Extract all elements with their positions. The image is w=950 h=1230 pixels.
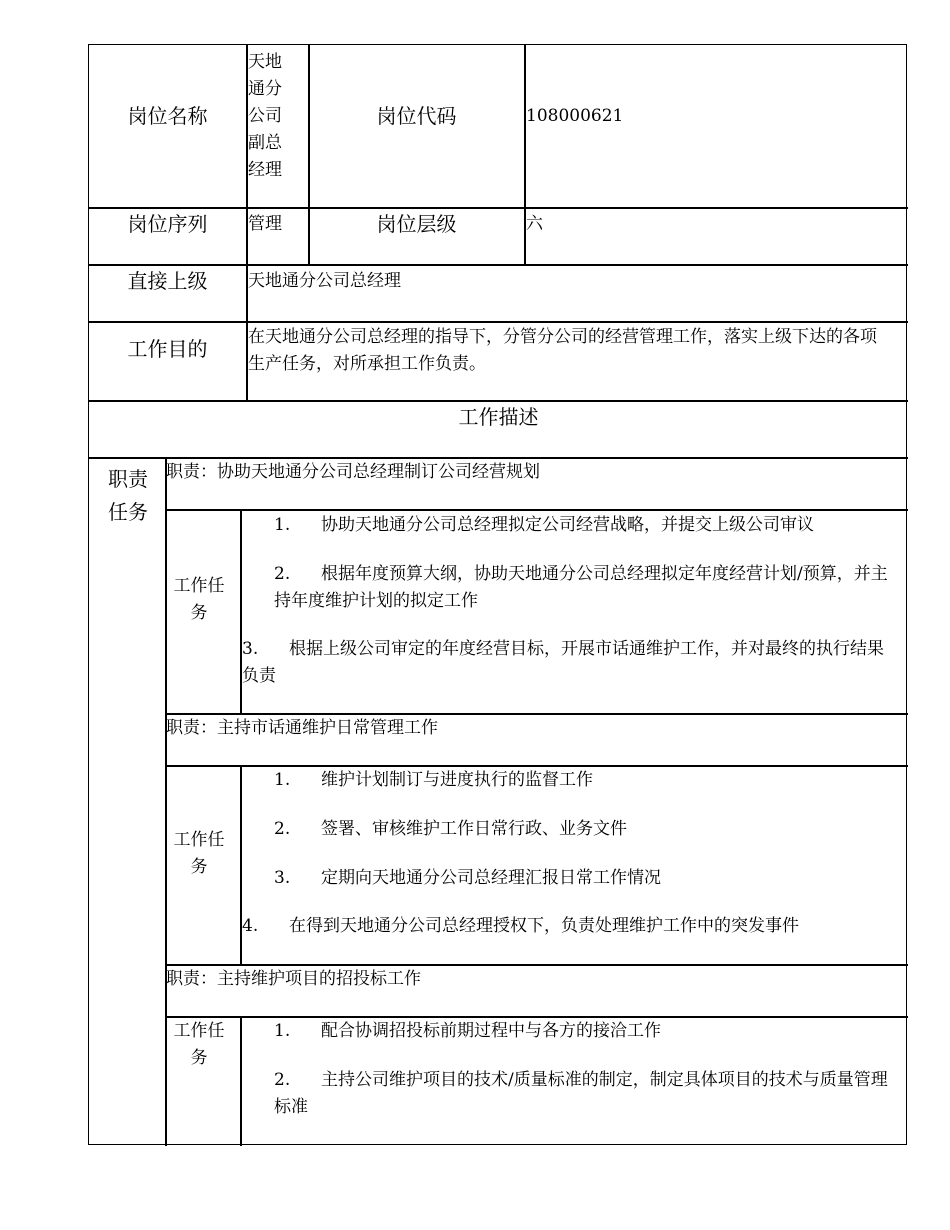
task-item xyxy=(274,767,593,794)
duties-label: 职责任务 xyxy=(108,467,148,524)
task-text: 在得到天地通分公司总经理授权下，负责处理维护工作中的突发事件 xyxy=(289,916,799,936)
task-label: 工作任务 xyxy=(173,1021,225,1068)
position-level-value: 六 xyxy=(526,214,543,234)
row-divider xyxy=(89,321,908,323)
position-code-label: 岗位代码 xyxy=(376,104,457,128)
task-item xyxy=(274,1067,894,1121)
work-purpose-label: 工作目的 xyxy=(127,337,208,361)
task-label: 工作任务 xyxy=(173,576,225,623)
duty-title: 职责：主持市话通维护日常管理工作 xyxy=(166,718,438,738)
task-label: 工作任务 xyxy=(173,830,225,877)
position-series-label: 岗位序列 xyxy=(127,212,208,236)
direct-superior-label: 直接上级 xyxy=(127,269,208,293)
task-item xyxy=(274,865,661,892)
row-divider xyxy=(89,400,908,402)
task-item xyxy=(274,512,814,539)
task-text: 维护计划制订与进度执行的监督工作 xyxy=(321,770,593,790)
task-item xyxy=(242,636,894,690)
task-item xyxy=(274,1018,661,1045)
position-level-label: 岗位层级 xyxy=(376,212,457,236)
task-text: 根据上级公司审定的年度经营目标，开展市话通维护工作，并对最终的执行结果负责 xyxy=(242,639,884,686)
duty-title: 职责：主持维护项目的招投标工作 xyxy=(166,969,421,989)
task-text: 根据年度预算大纲，协助天地通分公司总经理拟定年度经营计划/预算，并主持年度维护计划的拟定工作 xyxy=(274,564,888,611)
position-name-value: 天地通分公司副总经理 xyxy=(248,52,282,180)
position-code-value: 108000621 xyxy=(526,106,624,126)
duty-title: 职责：协助天地通分公司总经理制订公司经营规划 xyxy=(166,462,540,482)
task-item xyxy=(274,816,627,843)
task-text: 配合协调招投标前期过程中与各方的接洽工作 xyxy=(321,1021,661,1041)
task-number: 1. xyxy=(274,770,291,790)
work-description-title: 工作描述 xyxy=(458,405,539,429)
task-number: 1. xyxy=(274,1021,291,1041)
work-purpose-value: 在天地通分公司总经理的指导下，分管分公司的经营管理工作，落实上级下达的各项生产任务，对所承担工作负责。 xyxy=(248,327,877,374)
task-item xyxy=(274,561,894,615)
position-series-value: 管理 xyxy=(248,214,282,234)
task-number: 3. xyxy=(242,639,259,659)
row-divider xyxy=(165,509,908,511)
task-number: 2. xyxy=(274,1070,291,1090)
task-number: 4. xyxy=(242,916,259,936)
row-divider xyxy=(89,264,908,266)
job-description-table xyxy=(88,44,907,1145)
task-text: 签署、审核维护工作日常行政、业务文件 xyxy=(321,819,627,839)
task-number: 2. xyxy=(274,819,291,839)
task-number: 3. xyxy=(274,868,291,888)
task-number: 1. xyxy=(274,515,291,535)
task-text: 主持公司维护项目的技术/质量标准的制定，制定具体项目的技术与质量管理标准 xyxy=(274,1070,888,1117)
position-name-label: 岗位名称 xyxy=(127,104,208,128)
direct-superior-value: 天地通分公司总经理 xyxy=(248,271,401,291)
col-divider xyxy=(240,1016,242,1146)
task-number: 2. xyxy=(274,564,291,584)
task-text: 定期向天地通分公司总经理汇报日常工作情况 xyxy=(321,868,661,888)
row-divider xyxy=(89,207,908,209)
task-item xyxy=(242,913,799,940)
col-divider xyxy=(165,457,167,1146)
task-text: 协助天地通分公司总经理拟定公司经营战略，并提交上级公司审议 xyxy=(321,515,814,535)
